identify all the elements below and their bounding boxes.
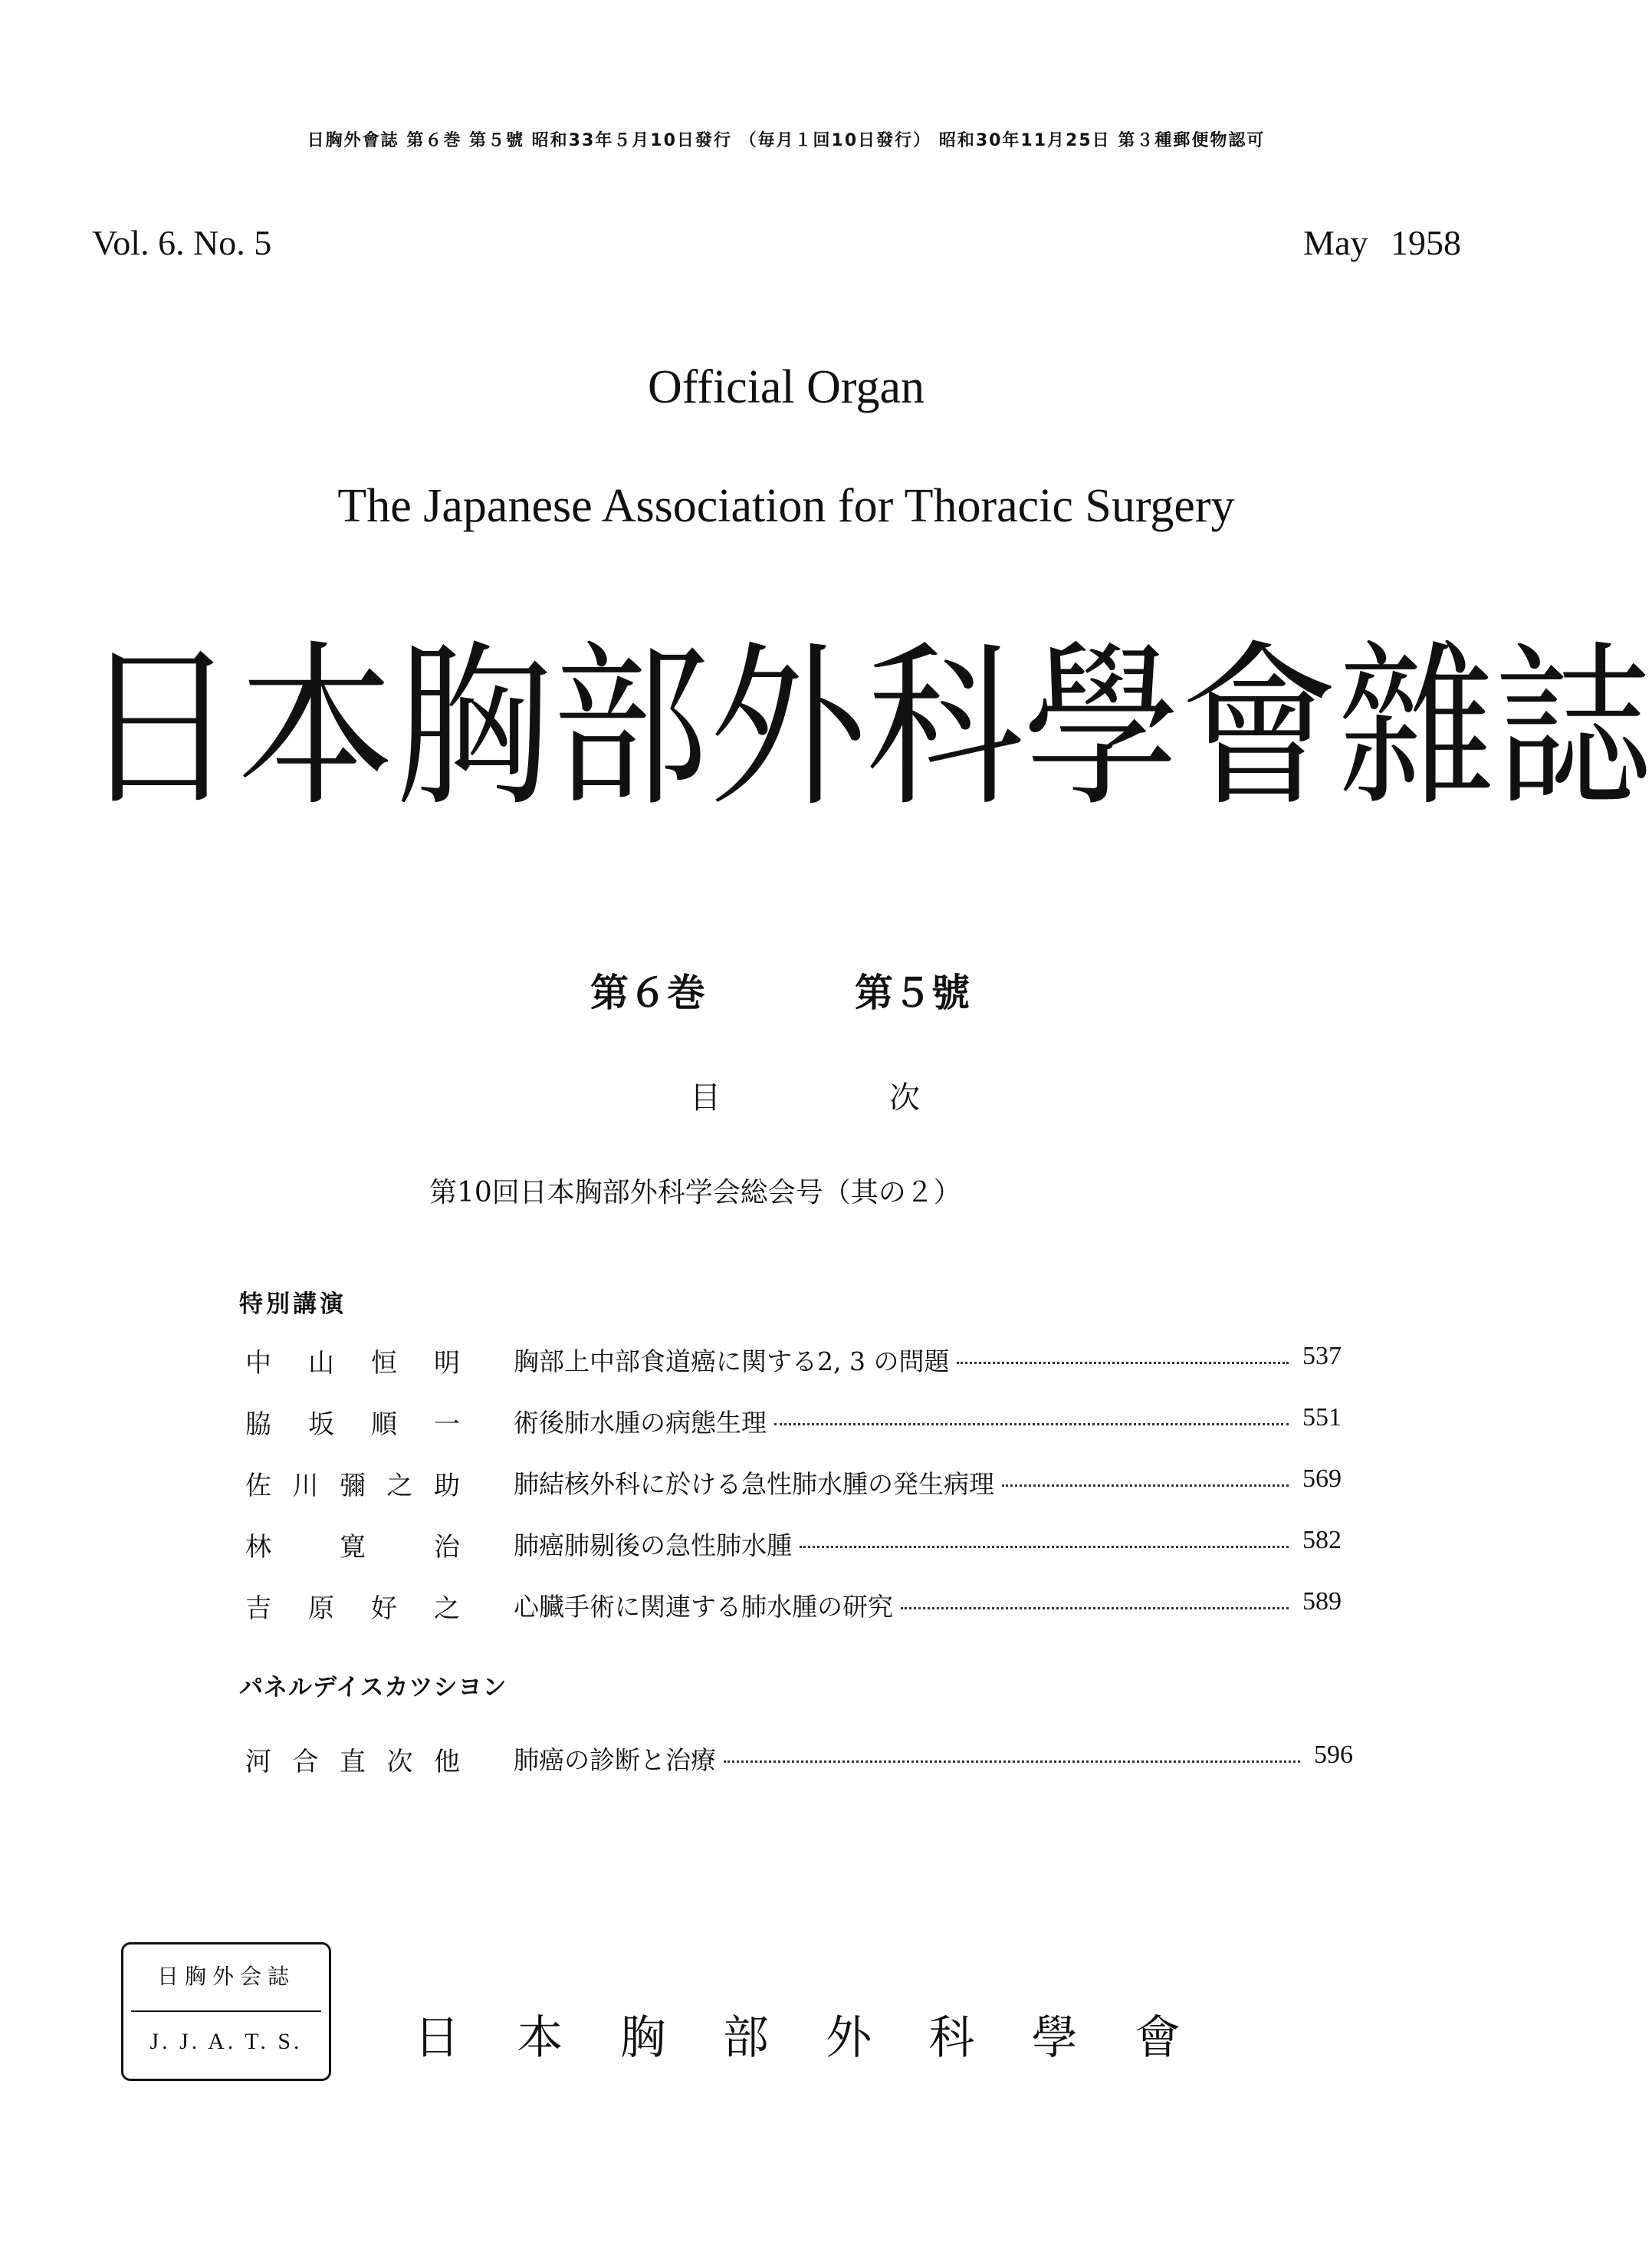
author-char: 之	[434, 1593, 460, 1624]
author-char: 治	[434, 1532, 460, 1563]
journal-title-char: 胸	[395, 626, 552, 830]
author-char: 吉	[245, 1593, 271, 1624]
entry-page: 596	[1314, 1741, 1353, 1769]
entry-author	[245, 1342, 460, 1379]
toc-entry	[0, 1741, 1572, 1779]
publisher-char: 日	[414, 2011, 460, 2065]
journal-title-char: 學	[1023, 626, 1181, 830]
publisher-char: 胸	[619, 2011, 666, 2065]
postal-notice: 日胸外會誌 第６巻 第５號 昭和33年５月10日發行 （毎月１回10日發行） 昭和30年11月25日 第３種郵便物認可	[307, 131, 1266, 150]
author-char: 脇	[245, 1409, 271, 1440]
entry-author	[245, 1587, 460, 1625]
section-title: 特別講演	[239, 1290, 346, 1318]
stamp-divider	[131, 2010, 321, 2012]
author-char: 坂	[308, 1409, 334, 1440]
author-char: 之	[386, 1471, 413, 1501]
author-char: 直	[340, 1747, 366, 1777]
entry-author	[245, 1526, 460, 1563]
author-char: 恒	[371, 1348, 397, 1379]
publisher-char: 學	[1031, 2011, 1078, 2065]
author-char: 佐	[245, 1471, 271, 1501]
entry-title: 術後肺水腫の病態生理	[514, 1408, 767, 1438]
publisher-name	[414, 2001, 1181, 2067]
publisher-char: 科	[928, 2011, 975, 2065]
toc-heading-char: 次	[889, 1080, 920, 1116]
publisher-char: 會	[1134, 2011, 1181, 2065]
toc-heading	[690, 1073, 920, 1117]
toc-heading-char: 目	[690, 1080, 721, 1116]
journal-title	[80, 626, 1652, 830]
special-issue-note: 第10回日本胸部外科学会総会号（其の２）	[429, 1177, 961, 1208]
association-name: The Japanese Association for Thoracic Surgery	[337, 480, 1235, 532]
author-char: 好	[371, 1593, 397, 1624]
journal-title-char: 雜	[1338, 626, 1495, 830]
dot-leader	[800, 1546, 1289, 1548]
stamp-japanese: 日胸外会誌	[156, 1964, 295, 1989]
entry-title: 胸部上中部食道癌に関する2, 3 の問題	[514, 1346, 950, 1376]
toc-entry	[0, 1465, 1572, 1503]
author-char: 助	[434, 1471, 460, 1501]
author-char: 明	[434, 1348, 460, 1379]
dot-leader	[724, 1760, 1300, 1763]
entry-page: 537	[1302, 1342, 1342, 1370]
author-char: 次	[386, 1747, 413, 1777]
entry-title: 心臓手術に関連する肺水腫の研究	[514, 1592, 893, 1622]
journal-title-char: 本	[238, 626, 395, 830]
author-char: 中	[245, 1348, 271, 1379]
dot-leader	[957, 1362, 1289, 1364]
author-char: 順	[371, 1409, 397, 1440]
publisher-char: 外	[826, 2011, 872, 2065]
journal-abbreviation-stamp	[121, 1942, 331, 2081]
entry-author	[245, 1741, 460, 1778]
official-organ-line: Official Organ	[648, 361, 925, 413]
entry-page: 551	[1302, 1403, 1342, 1432]
journal-title-char: 科	[866, 626, 1023, 830]
author-char: 河	[245, 1747, 271, 1777]
author-char: 他	[434, 1747, 460, 1777]
entry-title: 肺結核外科に於ける急性肺水腫の発生病理	[514, 1469, 994, 1499]
author-char: 寛	[340, 1532, 366, 1563]
stamp-english: J. J. A. T. S.	[149, 2029, 303, 2054]
author-char: 林	[245, 1532, 271, 1563]
author-char: 山	[308, 1348, 334, 1379]
author-char: 一	[434, 1409, 460, 1440]
toc-entry	[0, 1587, 1572, 1626]
author-char: 合	[292, 1747, 319, 1777]
journal-title-char: 日	[80, 626, 238, 830]
entry-title: 肺癌肺剔後の急性肺水腫	[514, 1530, 792, 1560]
dot-leader	[1002, 1484, 1289, 1487]
volume-issue: Vol. 6. No. 5	[92, 223, 272, 262]
author-char: 原	[308, 1593, 334, 1624]
entry-title: 肺癌の診断と治療	[514, 1745, 716, 1775]
dot-leader	[774, 1423, 1289, 1425]
author-char: 川	[292, 1471, 319, 1501]
author-char: 彌	[340, 1471, 366, 1501]
journal-title-char: 外	[709, 626, 866, 830]
publisher-char: 部	[722, 2011, 769, 2065]
journal-title-char: 部	[552, 626, 709, 830]
entry-page: 569	[1302, 1465, 1342, 1493]
publisher-char: 本	[517, 2011, 563, 2065]
section-title: パネルデイスカツシヨン	[239, 1674, 507, 1701]
toc-entry	[0, 1403, 1572, 1442]
journal-title-char: 會	[1181, 626, 1338, 830]
publication-date: May 1958	[1303, 223, 1461, 262]
entry-author	[245, 1465, 460, 1502]
issue-number: 第５號	[855, 971, 970, 1015]
toc-entry	[0, 1526, 1572, 1564]
toc-entry	[0, 1342, 1572, 1380]
journal-title-char: 誌	[1495, 626, 1652, 830]
entry-author	[245, 1403, 460, 1441]
entry-page: 589	[1302, 1587, 1342, 1616]
entry-page: 582	[1302, 1526, 1342, 1554]
volume-number: 第６巻	[590, 971, 705, 1015]
dot-leader	[901, 1607, 1289, 1609]
